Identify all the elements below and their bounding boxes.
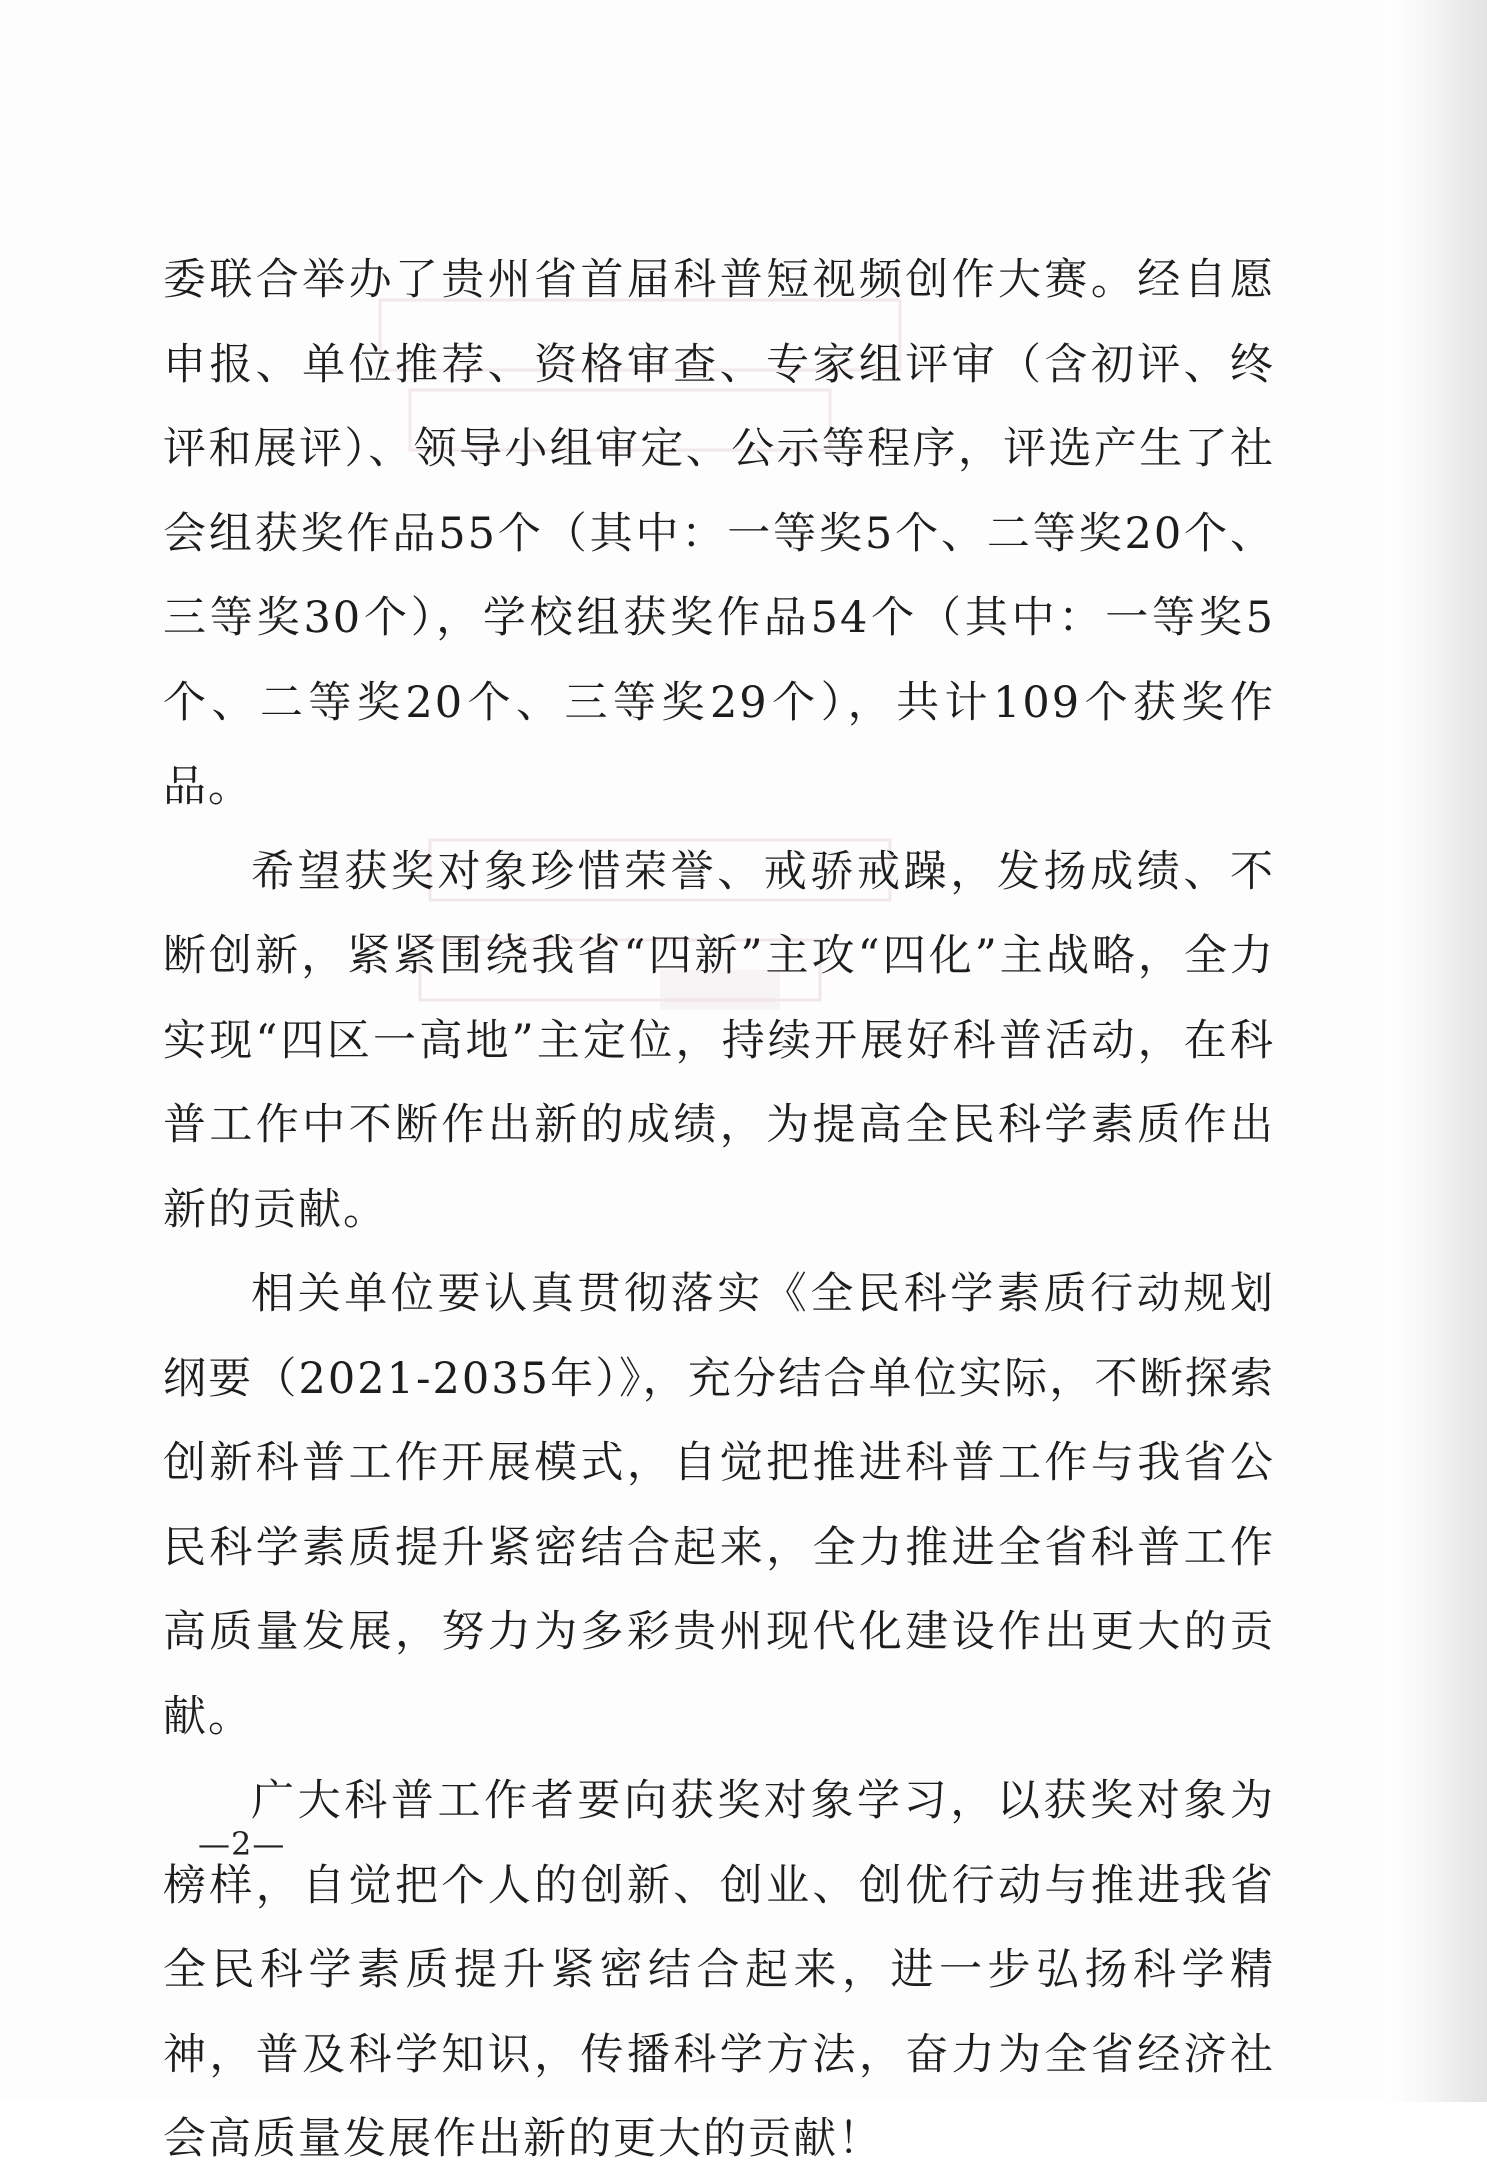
paragraph-workers-call: 广大科普工作者要向获奖对象学习，以获奖对象为榜样，自觉把个人的创新、创业、创优行动与推进我省全民科学素质提升紧密结合起来，进一步弘扬科学精神，普及科学知识，传播科学方法，奋力为全省经济社会高质量发展作出新的更大的贡献！: [163, 1776, 1275, 2164]
paragraph-unit-requirements: 相关单位要认真贯彻落实《全民科学素质行动规划纲要（2021-2035年）》，充分结合单位实际，不断探索创新科普工作开展模式，自觉把推进科普工作与我省公民科学素质提升紧密结合起来，全力推进全省科普工作高质量发展，努力为多彩贵州现代化建设作出更大的贡献。: [163, 1269, 1275, 1742]
page-number: —2—: [198, 1825, 286, 1863]
body-text: [163, 238, 1275, 2182]
paragraph-winners-encouragement: 希望获奖对象珍惜荣誉、戒骄戒躁，发扬成绩、不断创新，紧紧围绕我省“四新”主攻“四化”主战略，全力实现“四区一高地”主定位，持续开展好科普活动，在科普工作中不断作出新的成绩，为提高全民科学素质作出新的贡献。: [163, 846, 1275, 1235]
paragraph-competition-summary: 委联合举办了贵州省首届科普短视频创作大赛。经自愿申报、单位推荐、资格审查、专家组评审（含初评、终评和展评）、领导小组审定、公示等程序，评选产生了社会组获奖作品55个（其中：一等奖5个、二等奖20个、三等奖30个），学校组获奖作品54个（其中：一等奖5个、二等奖20个、三等奖29个），共计109个获奖作品。: [163, 255, 1275, 812]
scan-edge-shadow: [1383, 0, 1487, 2102]
